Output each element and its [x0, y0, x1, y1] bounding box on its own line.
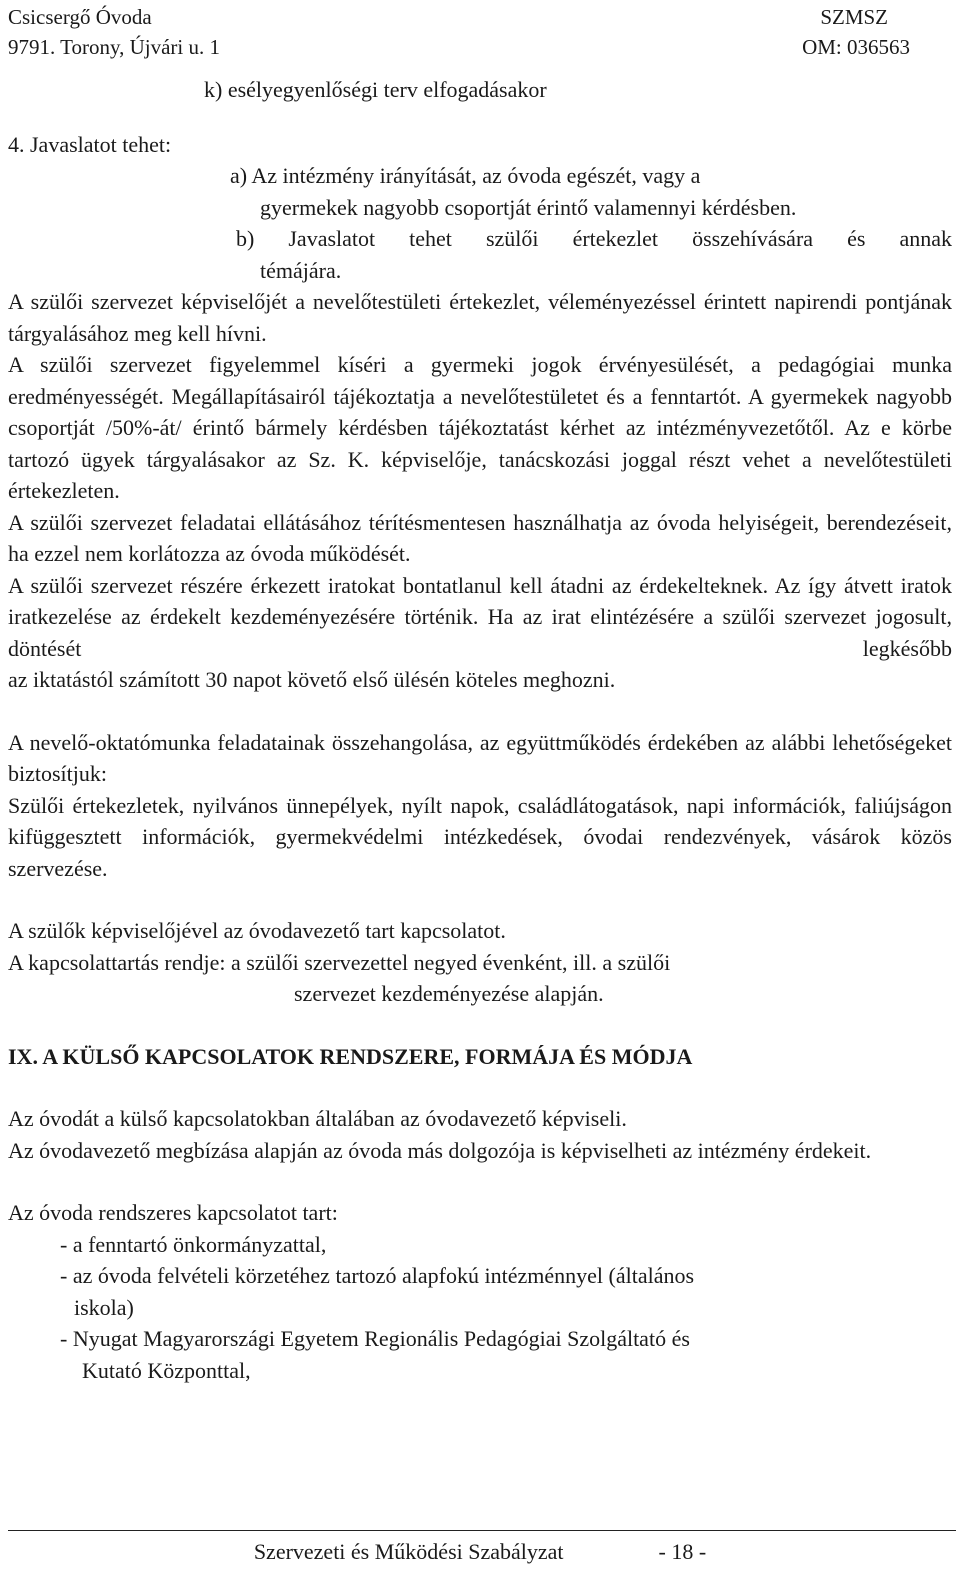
- paragraph-8-line1: A kapcsolattartás rendje: a szülői szervezettel negyed évenként, ill. a szülői: [8, 949, 671, 975]
- footer-page-number: - 18 -: [658, 1539, 707, 1564]
- list-item-1: - a fenntartó önkormányzattal,: [60, 1231, 327, 1257]
- paragraph-4-main: A szülői szervezet részére érkezett iratokat bontatlanul kell átadni az érdekelteknek. Az így átvett iratok iratkezelése az érdekelt kezdeményezésére történik. Ha az irat elintézésére a szülői szervezet jogosult, döntését legkésőbb: [8, 572, 952, 661]
- paragraph-10: Az óvodavezető megbízása alapján az óvoda más dolgozója is képviselheti az intézmény érdekeit.: [8, 1137, 872, 1163]
- paragraph-4-end: az iktatástól számított 30 napot követő első ülésén köteles meghozni.: [8, 667, 616, 692]
- item-4a-line1: a) Az intézmény irányítását, az óvoda egészét, vagy a: [230, 163, 701, 188]
- header-document-code: SZMSZ: [820, 5, 888, 29]
- header-address: 9791. Torony, Újvári u. 1: [8, 35, 221, 59]
- list-item-2-line1: - az óvoda felvételi körzetéhez tartozó alapfokú intézménnyel (általános: [60, 1263, 695, 1288]
- page-footer: [0, 1537, 960, 1567]
- paragraph-7: A szülők képviselőjével az óvodavezető tart kapcsolatot.: [8, 918, 506, 943]
- paragraph-3: A szülői szervezet feladatai ellátásához térítésmentesen használhatja az óvoda helyiségeit, berendezéseit, ha ezzel nem korlátozza az óvoda működését.: [8, 509, 952, 566]
- page-header: [8, 2, 910, 62]
- list-item-3-line1: - Nyugat Magyarországi Egyetem Regionális Pedagógiai Szolgáltató és: [60, 1326, 690, 1351]
- paragraph-8-line2: szervezet kezdeményezése alapján.: [294, 981, 604, 1006]
- item-4a-line2: gyermekek nagyobb csoportját érintő valamennyi kérdésben.: [260, 194, 797, 220]
- header-om-number: OM: 036563: [802, 35, 910, 59]
- list-item-2-line2: iskola): [74, 1294, 134, 1320]
- list-item-3-line2: Kutató Központtal,: [82, 1357, 251, 1383]
- item-4b-line2: témájára.: [260, 257, 342, 283]
- document-body: [8, 74, 952, 1386]
- item-4: 4. Javaslatot tehet:: [8, 131, 172, 157]
- header-institution-name: Csicsergő Óvoda: [8, 5, 152, 29]
- section-heading: IX. A KÜLSŐ KAPCSOLATOK RENDSZERE, FORMÁJA ÉS MÓDJA: [8, 1043, 693, 1069]
- footer-divider: [8, 1530, 956, 1531]
- footer-document-title: Szervezeti és Működési Szabályzat: [253, 1539, 564, 1564]
- paragraph-1: A szülői szervezet képviselőjét a nevelőtestületi értekezlet, véleményezéssel érintett napirendi pontjának tárgyalásához meg kell hívni.: [8, 289, 952, 346]
- item-k: k) esélyegyenlőségi terv elfogadásakor: [204, 77, 547, 102]
- paragraph-2: A szülői szervezet figyelemmel kíséri a gyermeki jogok érvényesülését, a pedagógiai munka eredményességét. Megállapításairól tájékoztatja a nevelőtestületet és a fenntartót. A gyermekek nagyobb csoportját /50%-át/ érintő bármely kérdésben tájékoztatást kérhet az intézményvezetőtől. Az e körbe tartozó ügyek tárgyalásakor az Sz. K. képviselője, tanácskozási joggal részt vehet a nevelőtestületi értekezleten.: [8, 352, 952, 503]
- paragraph-6: Szülői értekezletek, nyilvános ünnepélyek, nyílt napok, családlátogatások, napi információk, faliújságon kifüggesztett információk, gyermekvédelmi intézkedések, óvodai rendezvények, vásárok közös szervezése.: [8, 792, 952, 881]
- paragraph-5: A nevelő-oktatómunka feladatainak összehangolása, az együttműködés érdekében az alábbi lehetőségeket biztosítjuk:: [8, 729, 952, 786]
- paragraph-9: Az óvodát a külső kapcsolatokban általában az óvodavezető képviseli.: [8, 1106, 627, 1131]
- item-4b-line1: b) Javaslatot tehet szülői értekezlet összehívására és annak: [236, 226, 952, 251]
- paragraph-11: Az óvoda rendszeres kapcsolatot tart:: [8, 1200, 338, 1225]
